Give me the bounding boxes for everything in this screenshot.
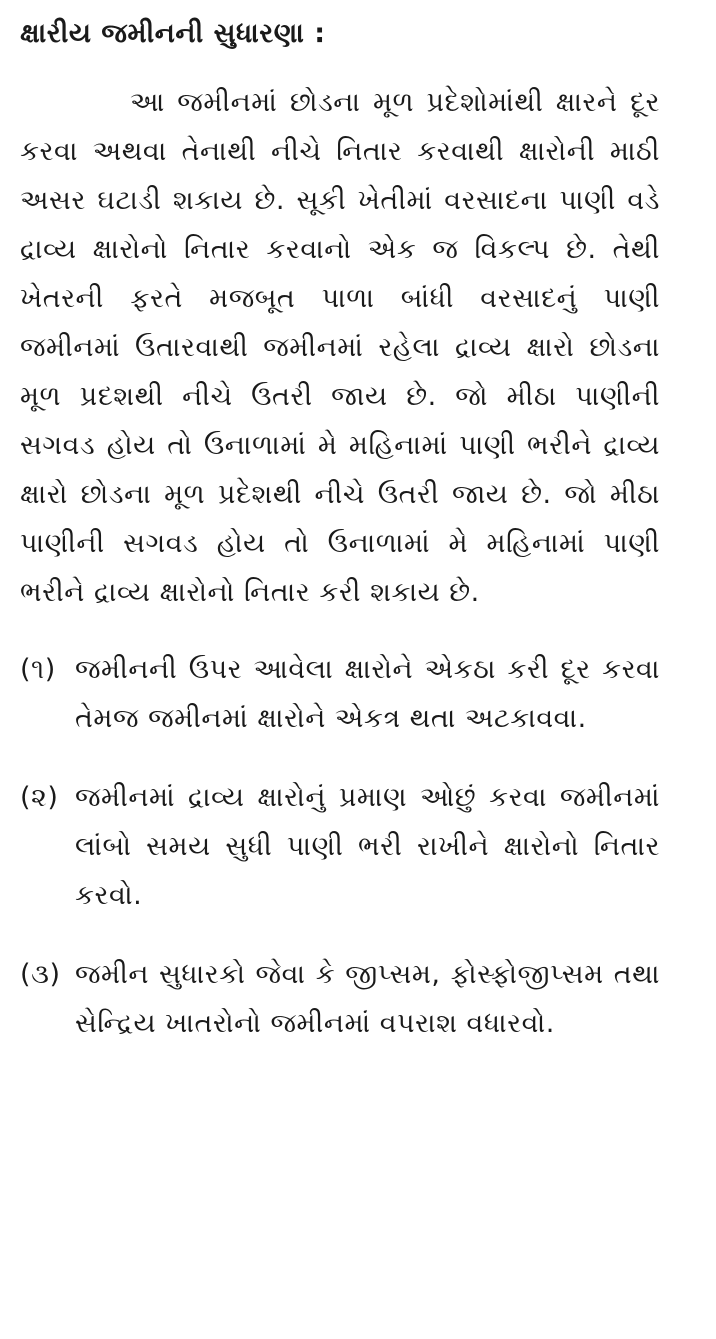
- list-item: [20, 950, 660, 1048]
- list-item-number: (૩): [20, 959, 61, 990]
- list-item-number: (૧): [20, 654, 56, 685]
- body-paragraph: આ જમીનમાં છોડના મૂળ પ્રદેશોમાંથી ક્ષારને દૂર કરવા અથવા તેનાથી નીચે નિતાર કરવાથી ક્ષારોની માઠી અસર ઘટાડી શકાય છે. સૂકી ખેતીમાં વરસાદના પાણી વડે દ્રાવ્ય ક્ષારોનો નિતાર કરવાનો એક જ વિકલ્પ છે. તેથી ખેતરની ફરતે મજબૂત પાળા બાંધી વરસાદનું પાણી જમીનમાં ઉતારવાથી જમીનમાં રહેલા દ્રાવ્ય ક્ષારો છોડના મૂળ પ્રદશથી નીચે ઉતરી જાય છે. જો મીઠા પાણીની સગવડ હોય તો ઉનાળામાં મે મહિનામાં પાણી ભરીને દ્રાવ્ય ક્ષારો છોડના મૂળ પ્રદેશથી નીચે ઉતરી જાય છે. જો મીઠા પાણીની સગવડ હોય તો ઉનાળામાં મે મહિનામાં પાણી ભરીને દ્રાવ્ય ક્ષારોનો નિતાર કરી શકાય છે.: [20, 87, 660, 608]
- list-item-text: જમીનની ઉપર આવેલા ક્ષારોને એકઠા કરી દૂર કરવા તેમજ જમીનમાં ક્ષારોને એકત્ર થતા અટકાવવા.: [75, 654, 660, 734]
- list-item: [20, 645, 660, 743]
- section-heading: ક્ષારીય જમીનની સુધારણા :: [20, 18, 326, 49]
- list-item-number: (૨): [20, 782, 59, 813]
- list-item: [20, 773, 660, 920]
- list-item-text: જમીન સુધારકો જેવા કે જીપ્સમ, ફોસ્ફોજીપ્સમ તથા સેન્દ્રિય ખાતરોનો જમીનમાં વપરાશ વધારવો.: [75, 959, 660, 1039]
- list-item-text: જમીનમાં દ્રાવ્ય ક્ષારોનું પ્રમાણ ઓછું કરવા જમીનમાં લાંબો સમય સુધી પાણી ભરી રાખીને ક્ષારોનો નિતાર કરવો.: [75, 782, 660, 911]
